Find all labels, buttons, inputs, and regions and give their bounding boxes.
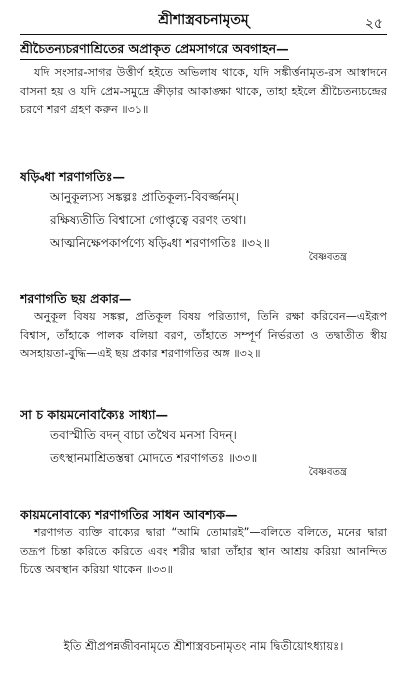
page-header — [20, 6, 387, 35]
page-number: ২৫ — [364, 16, 383, 32]
verse-source: বৈষ্ণবতন্ত্র — [308, 252, 347, 263]
section-1 — [20, 40, 387, 120]
section-heading: সা চ কায়মনোবাক্যৈঃ সাধ্যা— — [20, 407, 168, 422]
verse-line: তৎস্থানমাশ্রিতস্তন্বা মোদতে শরণাগতঃ ॥৩৩॥ — [50, 451, 258, 465]
section-4 — [20, 406, 387, 480]
verse-line: তবাস্মীতি বদন্ বাচা তথৈব মনসা বিদন্। — [50, 428, 237, 442]
chapter-colophon: ইতি শ্রীপ্রপন্নজীবনামৃতে শ্রীশাস্ত্রবচনামৃতং নাম দ্বিতীয়োঽধ্যায়ঃ। — [63, 639, 344, 653]
section-paragraph: অনুকূল বিষয় সঙ্কল্প, প্রতিকূল বিষয় পরিত্যাগ, তিনি রক্ষা করিবেন—এইরূপ বিশ্বাস, তাঁহাকে পালক বলিয়া বরণ, তাঁহাতে সম্পূর্ণ নির্ভরতা ও তদ্বাতীত স্বীয় অসহায়তা-বুদ্ধি—এই ছয় প্রকার শরণাগতির অঙ্গ ॥৩২॥ — [20, 310, 387, 360]
verse-line: আনুকূল্যস্য সঙ্কল্পঃ প্রাতিকূল্য-বিবর্জ্জনম্। — [50, 190, 239, 204]
verse-line: রক্ষিষ্যতীতি বিশ্বাসো গোপ্তৃত্বে বরণং তথা। — [50, 213, 247, 227]
section-3 — [20, 290, 387, 364]
running-title: শ্রীশাস্ত্রবচনামৃতম্ — [158, 12, 249, 28]
verse-source: বৈষ্ণবতন্ত্র — [308, 467, 347, 478]
section-heading: শরণাগতি ছয় প্রকার— — [20, 291, 132, 306]
section-paragraph: যদি সংসার-সাগর উত্তীর্ণ হইতে অভিলাষ থাকে, যদি সঙ্কীর্ত্তনামৃত-রস আস্বাদনে বাসনা হয় ও যদি প্রেম-সমুদ্রে ক্রীড়ার আকাঙ্ক্ষা থাকে, তাহা হইলে শ্রীচৈতন্যচন্দ্রের চরণে শরণ গ্রহণ করুন ॥৩১॥ — [20, 66, 387, 116]
section-heading: ষড়্বিধা শরণাগতিঃ— — [20, 169, 126, 184]
section-heading: শ্রীচৈতন্যচরণাশ্রিতের অপ্রাকৃত প্রেমসাগরে অবগাহন— — [20, 40, 289, 60]
verse-line: আত্মনিক্ষেপকার্পণ্যে ষড়্বিধা শরণাগতিঃ ॥৩২॥ — [50, 236, 270, 250]
section-paragraph: শরণাগত ব্যক্তি বাক্যের দ্বারা “আমি তোমারই”—বলিতে বলিতে, মনের দ্বারা তদ্রূপ চিন্তা করিতে করিতে এবং শরীর দ্বারা তাঁহার স্থান আশ্রয় করিয়া আনন্দিত চিত্তে অবস্থান করিয়া থাকেন ॥৩৩॥ — [20, 526, 387, 576]
section-2 — [20, 168, 387, 265]
section-heading: কায়মনোবাক্যে শরণাগতির সাধন আবশ্যক— — [20, 507, 238, 522]
section-5 — [20, 506, 387, 580]
